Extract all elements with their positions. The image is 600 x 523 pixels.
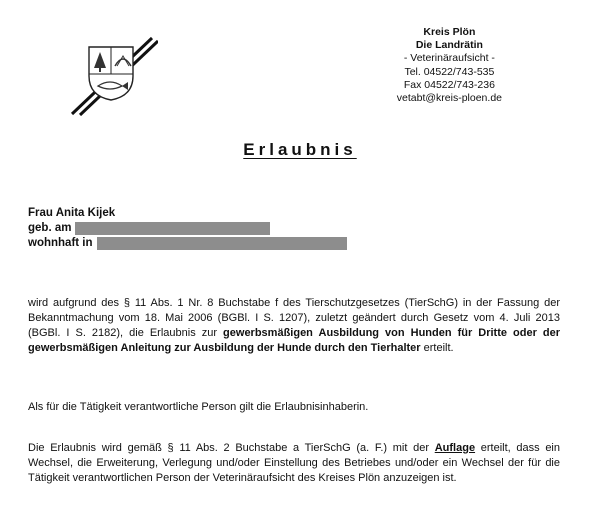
sender-email: vetabt@kreis-ploen.de: [396, 92, 502, 105]
residence-label: wohnhaft in: [28, 237, 93, 249]
document-title: Erlaubnis: [243, 140, 357, 159]
sender-district: Kreis Plön: [423, 26, 476, 38]
birth-label: geb. am: [28, 222, 72, 234]
recipient-block: [28, 206, 347, 251]
sender-department: - Veterinäraufsicht -: [403, 52, 495, 65]
redacted-birthdate: [75, 222, 270, 235]
sender-block: [397, 26, 502, 105]
paragraph-condition: [28, 441, 560, 486]
sender-fax: Fax 04522/743-236: [403, 78, 495, 91]
sender-phone: Tel. 04522/743-535: [404, 65, 495, 78]
recipient-name: Frau Anita Kijek: [28, 207, 116, 219]
paragraph1-text-b: erteilt.: [420, 342, 454, 354]
document-title-wrap: [0, 140, 600, 160]
paragraph3-text-a: Die Erlaubnis wird gemäß § 11 Abs. 2 Buchstabe a TierSchG (a. F.) mit der: [28, 442, 435, 454]
paragraph-responsible-person: Als für die Tätigkeit verantwortliche Person gilt die Erlaubnisinhaberin.: [28, 401, 369, 413]
sender-office: Die Landrätin: [415, 39, 483, 52]
paragraph1-text-a: wird aufgrund des § 11 Abs. 1 Nr. 8 Buchstabe f des Tierschutzgesetzes (TierSchG) in der Fassung der Bekanntmachung vom 18. Mai 2006 (BGBl. I S. 1207), zuletzt geändert durch Gesetz vom 4. Juli 2013 (BGBl. I S. 2182), die Erlaubnis zur: [28, 297, 560, 339]
coat-of-arms-icon: [86, 44, 136, 102]
paragraph-permission: [28, 296, 560, 356]
paragraph1-bold: gewerbsmäßigen Ausbildung von Hunden für Dritte oder der gewerbsmäßigen Anleitung zur Ausbildung der Hunde durch den Tierhalter: [28, 327, 561, 354]
recipient-residence-row: [28, 236, 347, 251]
redacted-address: [97, 237, 347, 250]
paragraph3-text-b: erteilt, dass ein Wechsel, die Erweiterung, Verlegung und/oder Einstellung des Betriebes und/oder ein Wechsel der für die Tätigkeit verantwortlichen Person der Veterinäraufsicht des Kreises Plön anzuzeigen ist.: [28, 442, 560, 484]
paragraph3-condition-word: Auflage: [434, 442, 476, 454]
recipient-birth-row: [28, 221, 347, 236]
